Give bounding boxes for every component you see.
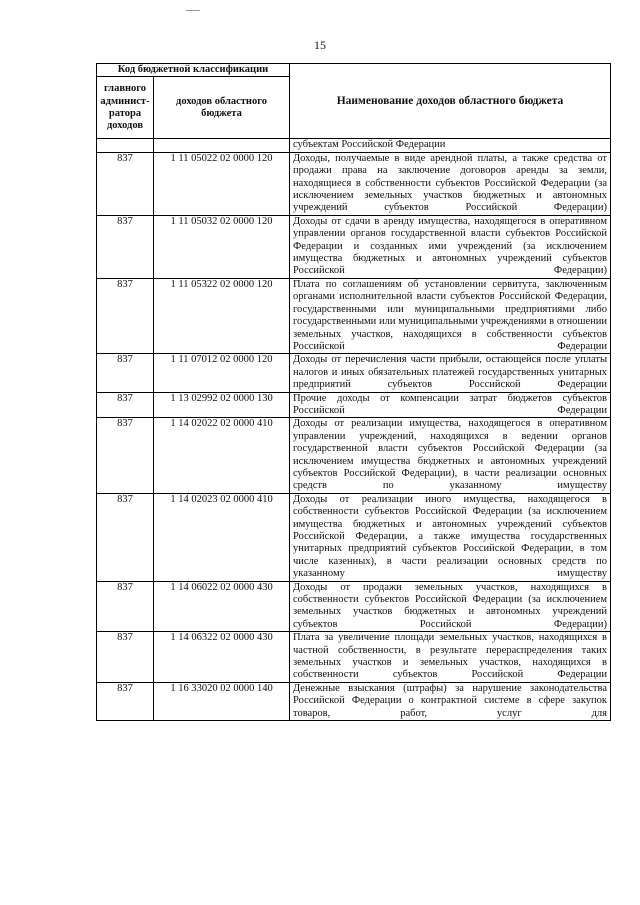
income-name-cell: Плата по соглашениям об установлении сервитута, заключенным органами исполнительной власти субъектов Российской Федерации, государственными или муниципальными предприятиями либо государственными или муниципальными учреждениями в отношении земельных участков, находящихся в собственности субъектов Российской Федерации xyxy=(290,278,611,353)
income-code-cell: 1 13 02992 02 0000 130 xyxy=(154,392,290,418)
table-row xyxy=(97,682,611,720)
continuation-code-cell xyxy=(154,139,290,152)
table-row xyxy=(97,632,611,683)
admin-code-cell: 837 xyxy=(97,581,154,632)
admin-code-cell: 837 xyxy=(97,493,154,581)
income-code-cell: 1 14 06322 02 0000 430 xyxy=(154,632,290,683)
admin-code-cell: 837 xyxy=(97,418,154,493)
budget-classification-table xyxy=(96,63,611,721)
income-code-cell: 1 11 07012 02 0000 120 xyxy=(154,354,290,392)
income-name-cell: Денежные взыскания (штрафы) за нарушение законодательства Российской Федерации о контрактной системе в сфере закупок товаров, работ, услуг для xyxy=(290,682,611,720)
income-name-cell: Прочие доходы от компенсации затрат бюджетов субъектов Российской Федерации xyxy=(290,392,611,418)
income-name-cell: Доходы, получаемые в виде арендной платы, а также средства от продажи права на заключение договоров аренды за земли, находящиеся в собственности субъектов Российской Федерации (за исключением земельных участков бюджетных и автономных учреждений субъектов Российской Федерации) xyxy=(290,152,611,215)
admin-code-cell: 837 xyxy=(97,278,154,353)
income-name-cell: Доходы от реализации иного имущества, находящегося в собственности субъектов Российской Федерации (за исключением имущества бюджетных и автономных учреждений субъектов Российской Федерации, а также имущества государственных унитарных предприятий субъектов Российской Федерации, в том числе казенных), в части реализации основных средств по указанному имуществу xyxy=(290,493,611,581)
admin-code-cell: 837 xyxy=(97,632,154,683)
income-header: доходов областного бюджета xyxy=(154,77,290,139)
name-header: Наименование доходов областного бюджета xyxy=(290,64,611,139)
income-name-cell: Доходы от продажи земельных участков, находящихся в собственности субъектов Российской Федерации (за исключением земельных участков бюджетных и автономных учреждений субъектов Российской Федерации) xyxy=(290,581,611,632)
income-name-cell: Доходы от реализации имущества, находящегося в оперативном управлении учреждений, находящихся в ведении органов государственной власти субъектов Российской Федерации (за исключением имущества бюджетных и автономных учреждений субъектов Российской Федерации), в части реализации основных средств по указанному имуществу xyxy=(290,418,611,493)
table-row xyxy=(97,493,611,581)
table-row xyxy=(97,278,611,353)
continuation-text: субъектам Российской Федерации xyxy=(290,139,611,152)
income-code-cell: 1 11 05322 02 0000 120 xyxy=(154,278,290,353)
admin-code-cell: 837 xyxy=(97,682,154,720)
table-row xyxy=(97,418,611,493)
income-code-cell: 1 14 02023 02 0000 410 xyxy=(154,493,290,581)
kbk-header: Код бюджетной классификации xyxy=(97,64,290,77)
income-name-cell: Доходы от перечисления части прибыли, остающейся после уплаты налогов и иных обязательных платежей государственных унитарных предприятий субъектов Российской Федерации xyxy=(290,354,611,392)
income-code-cell: 1 14 02022 02 0000 410 xyxy=(154,418,290,493)
income-code-cell: 1 11 05032 02 0000 120 xyxy=(154,215,290,278)
admin-code-cell: 837 xyxy=(97,354,154,392)
page-number: 15 xyxy=(314,38,326,52)
continuation-admin-cell xyxy=(97,139,154,152)
scan-mark xyxy=(186,10,200,11)
table-row xyxy=(97,152,611,215)
income-code-cell: 1 14 06022 02 0000 430 xyxy=(154,581,290,632)
table-row xyxy=(97,581,611,632)
income-name-cell: Доходы от сдачи в аренду имущества, находящегося в оперативном управлении органов государственной власти субъектов Российской Федерации и созданных ими учреждений (за исключением имущества бюджетных и автономных учреждений субъектов Российской Федерации) xyxy=(290,215,611,278)
table-row xyxy=(97,215,611,278)
table-row xyxy=(97,392,611,418)
admin-code-cell: 837 xyxy=(97,392,154,418)
table-row xyxy=(97,354,611,392)
income-code-cell: 1 16 33020 02 0000 140 xyxy=(154,682,290,720)
admin-header: главного админист-ратора доходов xyxy=(97,77,154,139)
income-name-cell: Плата за увеличение площади земельных участков, находящихся в частной собственности, в результате перераспределения таких земельных участков и земельных участков, находящихся в собственности субъектов Российской Федерации xyxy=(290,632,611,683)
admin-code-cell: 837 xyxy=(97,215,154,278)
income-code-cell: 1 11 05022 02 0000 120 xyxy=(154,152,290,215)
admin-code-cell: 837 xyxy=(97,152,154,215)
